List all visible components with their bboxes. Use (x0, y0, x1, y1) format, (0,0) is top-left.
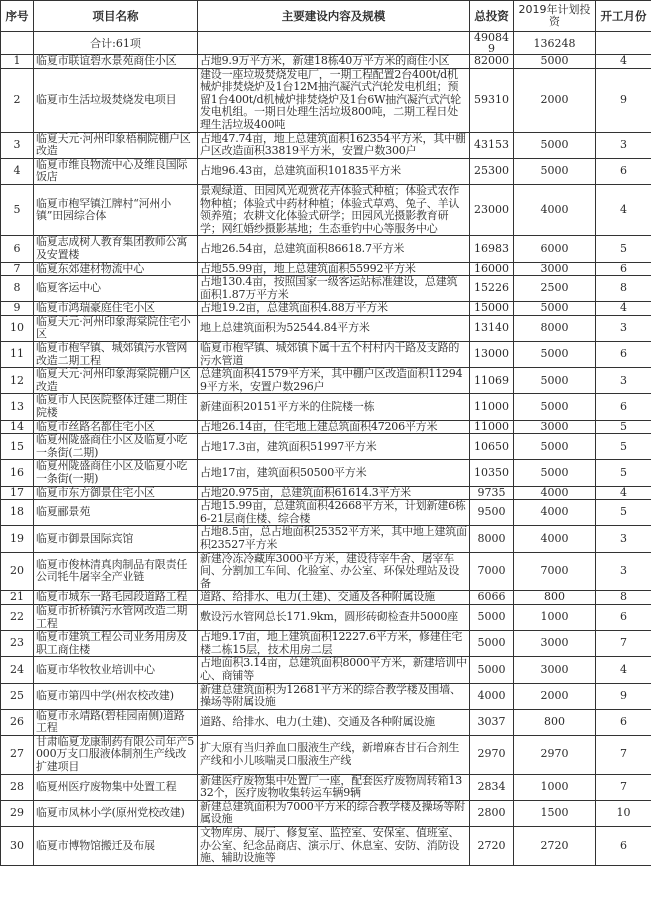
project-name: 甘肃临夏龙康制药有限公司年产5000万支口服液体制剂生产线改扩建项目 (34, 735, 198, 774)
project-name: 临夏天元·河州印象海棠院棚户区改造 (34, 368, 198, 394)
plan-investment-2019: 4000 (514, 500, 596, 526)
plan-investment-2019: 5000 (514, 302, 596, 316)
header-name: 项目名称 (34, 1, 198, 32)
summary-plan: 136248 (514, 32, 596, 55)
construction-content: 占地26.54亩，总建筑面积86618.7平方米 (198, 236, 470, 262)
row-index: 18 (1, 500, 34, 526)
total-investment: 82000 (470, 55, 514, 69)
row-index: 9 (1, 302, 34, 316)
start-month: 9 (596, 683, 651, 709)
total-investment: 8000 (470, 526, 514, 552)
project-name: 临夏市俊林清真肉制品有限责任公司牦牛屠宰全产业链 (34, 552, 198, 591)
start-month: 3 (596, 368, 651, 394)
construction-content: 新建冷冻冷藏库3000平方米，建设待宰牛舍、屠宰车间、分割加工车间、化验室、办公室、环保处理站及设备 (198, 552, 470, 591)
project-name: 临夏市人民医院整体迁建二期住院楼 (34, 394, 198, 420)
start-month: 6 (596, 709, 651, 735)
summary-content (198, 32, 470, 55)
project-name: 临夏市第四中学(州农校改建) (34, 683, 198, 709)
total-investment: 25300 (470, 158, 514, 184)
construction-content: 占地17.3亩，建筑面积51997平方米 (198, 434, 470, 460)
table-row (1, 368, 651, 394)
project-name: 临夏市枹罕镇江牌村“河州小镇”田园综合体 (34, 184, 198, 235)
project-name: 临夏客运中心 (34, 276, 198, 302)
header-total: 总投资 (470, 1, 514, 32)
table-row (1, 683, 651, 709)
plan-investment-2019: 1000 (514, 604, 596, 630)
plan-investment-2019: 800 (514, 709, 596, 735)
row-index: 13 (1, 394, 34, 420)
project-name: 临夏市华牧牧业培训中心 (34, 657, 198, 683)
project-name: 临夏市联谊碧水景苑商住小区 (34, 55, 198, 69)
header-plan: 2019年计划投资 (514, 1, 596, 32)
total-investment: 5000 (470, 631, 514, 657)
construction-content: 占地15.99亩，总建筑面积42668平方米，计划新建6栋6-21层商住楼、综合楼 (198, 500, 470, 526)
row-index: 25 (1, 683, 34, 709)
total-investment: 11069 (470, 368, 514, 394)
row-index: 14 (1, 420, 34, 434)
row-index: 20 (1, 552, 34, 591)
construction-content: 占地9.17亩，地上建筑面积12227.6平方米，修建住宅楼二栋15层，技术用房二层 (198, 631, 470, 657)
start-month: 4 (596, 184, 651, 235)
project-name: 临夏市丝路名都住宅小区 (34, 420, 198, 434)
total-investment: 2834 (470, 774, 514, 800)
construction-content: 敷设污水管网总长171.9km，圆形砖砌检查井5000座 (198, 604, 470, 630)
start-month: 6 (596, 158, 651, 184)
total-investment: 2800 (470, 800, 514, 826)
total-investment: 15000 (470, 302, 514, 316)
table-row (1, 526, 651, 552)
table-row (1, 709, 651, 735)
table-row (1, 342, 651, 368)
total-investment: 16000 (470, 262, 514, 276)
start-month: 3 (596, 526, 651, 552)
project-name: 临夏东郊建材物流中心 (34, 262, 198, 276)
construction-content: 占地8.5亩，总占地面积25352平方米，其中地上建筑面积23527平方米 (198, 526, 470, 552)
start-month: 7 (596, 774, 651, 800)
total-investment: 15226 (470, 276, 514, 302)
start-month: 8 (596, 591, 651, 605)
plan-investment-2019: 2970 (514, 735, 596, 774)
table-row (1, 827, 651, 866)
construction-content: 占地26.14亩，住宅地上建总筑面积47206平方米 (198, 420, 470, 434)
construction-content: 建设一座垃圾焚烧发电厂，一期工程配置2台400t/d机械炉排焚烧炉及1台12M抽汽凝汽式汽轮发电机组；预留1台400t/d机械炉排焚烧炉及1台6W抽汽凝汽式汽轮发电机组。一期日处理生活垃圾800吨，二期工程日处理生活垃圾400吨 (198, 68, 470, 132)
row-index: 15 (1, 434, 34, 460)
plan-investment-2019: 2000 (514, 68, 596, 132)
plan-investment-2019: 1000 (514, 774, 596, 800)
plan-investment-2019: 5000 (514, 434, 596, 460)
total-investment: 6066 (470, 591, 514, 605)
start-month: 5 (596, 500, 651, 526)
start-month: 3 (596, 315, 651, 341)
table-row (1, 774, 651, 800)
project-name: 临夏天元·河州印象海棠院住宅小区 (34, 315, 198, 341)
table-row (1, 315, 651, 341)
table-row (1, 55, 651, 69)
start-month: 5 (596, 460, 651, 486)
construction-content: 新建面积20151平方米的住院楼一栋 (198, 394, 470, 420)
row-index: 7 (1, 262, 34, 276)
row-index: 27 (1, 735, 34, 774)
project-name: 临夏市凤林小学(原州党校改建) (34, 800, 198, 826)
table-row (1, 394, 651, 420)
start-month: 7 (596, 631, 651, 657)
total-investment: 2970 (470, 735, 514, 774)
row-index: 30 (1, 827, 34, 866)
row-index: 17 (1, 486, 34, 500)
row-index: 29 (1, 800, 34, 826)
plan-investment-2019: 3000 (514, 420, 596, 434)
total-investment: 5000 (470, 604, 514, 630)
summary-row (1, 32, 651, 55)
project-name: 临夏州陇盛商住小区及临夏小吃一条街(二期) (34, 434, 198, 460)
construction-content: 新建总建筑面积为12681平方米的综合教学楼及围墙、操场等附属设施 (198, 683, 470, 709)
total-investment: 16983 (470, 236, 514, 262)
construction-content: 占地96.43亩，总建筑面积101835平方米 (198, 158, 470, 184)
plan-investment-2019: 800 (514, 591, 596, 605)
total-investment: 5000 (470, 657, 514, 683)
total-investment: 2720 (470, 827, 514, 866)
start-month: 4 (596, 657, 651, 683)
table-row (1, 657, 651, 683)
summary-index (1, 32, 34, 55)
construction-content: 占地9.9万平方米，新建18栋40万平方米的商住小区 (198, 55, 470, 69)
construction-content: 道路、给排水、电力(土建)、交通及各种附属设施 (198, 709, 470, 735)
construction-content: 占地20.975亩，总建筑面积61614.3平方米 (198, 486, 470, 500)
construction-content: 总建筑面积41579平方米，其中棚户区改造面积112949平方米，安置户数296户 (198, 368, 470, 394)
construction-content: 景观绿道、田园风光观赏花卉体验式种植；体验式农作物种植；体验式中药材种植；体验式草鸡、兔子、羊认领养殖；农耕文化体验式研学；田园风光摄影教育研学；网红婚纱摄影基地；生态垂钓中心等服务中心 (198, 184, 470, 235)
row-index: 11 (1, 342, 34, 368)
header-month: 开工月份 (596, 1, 651, 32)
project-name: 临夏郦景苑 (34, 500, 198, 526)
project-name: 临夏市永靖路(碧桂园南侧)道路工程 (34, 709, 198, 735)
plan-investment-2019: 5000 (514, 132, 596, 158)
plan-investment-2019: 4000 (514, 184, 596, 235)
table-row (1, 184, 651, 235)
start-month: 6 (596, 604, 651, 630)
row-index: 10 (1, 315, 34, 341)
project-name: 临夏州陇盛商住小区及临夏小吃一条街(一期) (34, 460, 198, 486)
start-month: 8 (596, 276, 651, 302)
total-investment: 23000 (470, 184, 514, 235)
project-name: 临夏天元·河州印象梧桐院棚户区改造 (34, 132, 198, 158)
start-month: 4 (596, 55, 651, 69)
plan-investment-2019: 5000 (514, 460, 596, 486)
start-month: 10 (596, 800, 651, 826)
row-index: 28 (1, 774, 34, 800)
table-row (1, 302, 651, 316)
total-investment: 3037 (470, 709, 514, 735)
start-month: 6 (596, 262, 651, 276)
plan-investment-2019: 5000 (514, 368, 596, 394)
table-row (1, 800, 651, 826)
plan-investment-2019: 1500 (514, 800, 596, 826)
table-row (1, 420, 651, 434)
construction-content: 道路、给排水、电力(土建)、交通及各种附属设施 (198, 591, 470, 605)
row-index: 23 (1, 631, 34, 657)
row-index: 22 (1, 604, 34, 630)
total-investment: 10650 (470, 434, 514, 460)
total-investment: 4000 (470, 683, 514, 709)
plan-investment-2019: 3000 (514, 657, 596, 683)
plan-investment-2019: 2000 (514, 683, 596, 709)
start-month: 6 (596, 394, 651, 420)
row-index: 16 (1, 460, 34, 486)
header-row (1, 1, 651, 32)
row-index: 24 (1, 657, 34, 683)
start-month: 5 (596, 236, 651, 262)
row-index: 8 (1, 276, 34, 302)
total-investment: 43153 (470, 132, 514, 158)
plan-investment-2019: 3000 (514, 262, 596, 276)
plan-investment-2019: 5000 (514, 394, 596, 420)
header-content: 主要建设内容及规模 (198, 1, 470, 32)
total-investment: 7000 (470, 552, 514, 591)
row-index: 3 (1, 132, 34, 158)
table-row (1, 236, 651, 262)
start-month: 4 (596, 302, 651, 316)
table-row (1, 276, 651, 302)
table-row (1, 262, 651, 276)
table-row (1, 132, 651, 158)
construction-content: 地上总建筑面积为52544.84平方米 (198, 315, 470, 341)
row-index: 26 (1, 709, 34, 735)
project-name: 临夏市建筑工程公司业务用房及职工商住楼 (34, 631, 198, 657)
plan-investment-2019: 2500 (514, 276, 596, 302)
total-investment: 13000 (470, 342, 514, 368)
table-row (1, 460, 651, 486)
project-name: 临夏市博物馆搬迁及布展 (34, 827, 198, 866)
project-name: 临夏市折桥镇污水管网改造二期工程 (34, 604, 198, 630)
start-month: 6 (596, 342, 651, 368)
total-investment: 59310 (470, 68, 514, 132)
summary-label: 合计:61项 (34, 32, 198, 55)
total-investment: 9735 (470, 486, 514, 500)
project-name: 临夏市维良物流中心及维良国际饭店 (34, 158, 198, 184)
start-month: 4 (596, 486, 651, 500)
table-row (1, 500, 651, 526)
plan-investment-2019: 5000 (514, 158, 596, 184)
header-index: 序号 (1, 1, 34, 32)
row-index: 1 (1, 55, 34, 69)
table-row (1, 434, 651, 460)
project-name: 临夏市枹罕镇、城郊镇污水管网改造二期工程 (34, 342, 198, 368)
summary-total: 490849 (470, 32, 514, 55)
project-name: 临夏州医疗废物集中处置工程 (34, 774, 198, 800)
start-month: 3 (596, 552, 651, 591)
start-month: 5 (596, 434, 651, 460)
plan-investment-2019: 5000 (514, 342, 596, 368)
table-row (1, 486, 651, 500)
table-row (1, 735, 651, 774)
construction-content: 占地面积3.14亩，总建筑面积8000平方米，新建培训中心、商铺等 (198, 657, 470, 683)
total-investment: 9500 (470, 500, 514, 526)
project-name: 临夏市东方御景住宅小区 (34, 486, 198, 500)
table-row (1, 631, 651, 657)
plan-investment-2019: 7000 (514, 552, 596, 591)
plan-investment-2019: 6000 (514, 236, 596, 262)
construction-content: 占地130.4亩，按照国家一级客运站标准建设，总建筑面积1.87万平方米 (198, 276, 470, 302)
construction-content: 临夏市枹罕镇、城郊镇下属十五个村村内干路及支路的污水管道 (198, 342, 470, 368)
total-investment: 11000 (470, 420, 514, 434)
project-name: 临夏市御景国际宾馆 (34, 526, 198, 552)
row-index: 12 (1, 368, 34, 394)
table-row (1, 552, 651, 591)
project-name: 临夏市生活垃圾焚烧发电项目 (34, 68, 198, 132)
table-row (1, 68, 651, 132)
construction-content: 文物库房、展厅、修复室、监控室、安保室、值班室、办公室、纪念品商店、演示厅、休息室、安防、消防设施、辅助设施等 (198, 827, 470, 866)
total-investment: 10350 (470, 460, 514, 486)
start-month: 3 (596, 132, 651, 158)
project-name: 临夏市鸿瑞豪庭住宅小区 (34, 302, 198, 316)
start-month: 9 (596, 68, 651, 132)
construction-content: 占地55.99亩，地上总建筑面积55992平方米 (198, 262, 470, 276)
project-name: 临夏市城东一路毛园段道路工程 (34, 591, 198, 605)
construction-content: 占地19.2亩，总建筑面积4.88万平方米 (198, 302, 470, 316)
start-month: 5 (596, 420, 651, 434)
row-index: 2 (1, 68, 34, 132)
plan-investment-2019: 5000 (514, 55, 596, 69)
row-index: 5 (1, 184, 34, 235)
plan-investment-2019: 4000 (514, 486, 596, 500)
construction-content: 占地17亩，建筑面积50500平方米 (198, 460, 470, 486)
total-investment: 13140 (470, 315, 514, 341)
construction-content: 占地47.74亩，地上总建筑面积162354平方米，其中棚户区改造面积33819平方米，安置户数300户 (198, 132, 470, 158)
table-row (1, 604, 651, 630)
start-month: 6 (596, 827, 651, 866)
plan-investment-2019: 8000 (514, 315, 596, 341)
project-name: 临夏志成树人教育集团教师公寓及安置楼 (34, 236, 198, 262)
construction-content: 新建医疗废物集中处置厂一座，配套医疗废物周转箱1332个，医疗废物收集转运车辆9辆 (198, 774, 470, 800)
row-index: 6 (1, 236, 34, 262)
start-month: 7 (596, 735, 651, 774)
plan-investment-2019: 4000 (514, 526, 596, 552)
table-row (1, 158, 651, 184)
summary-month (596, 32, 651, 55)
table-row (1, 591, 651, 605)
plan-investment-2019: 3000 (514, 631, 596, 657)
row-index: 21 (1, 591, 34, 605)
total-investment: 11000 (470, 394, 514, 420)
plan-investment-2019: 2720 (514, 827, 596, 866)
row-index: 19 (1, 526, 34, 552)
row-index: 4 (1, 158, 34, 184)
construction-content: 扩大原有当归养血口服液生产线，新增麻杏甘石合剂生产线和小儿咳喘灵口服液生产线 (198, 735, 470, 774)
construction-content: 新建总建筑面积为7000平方米的综合教学楼及操场等附属设施 (198, 800, 470, 826)
